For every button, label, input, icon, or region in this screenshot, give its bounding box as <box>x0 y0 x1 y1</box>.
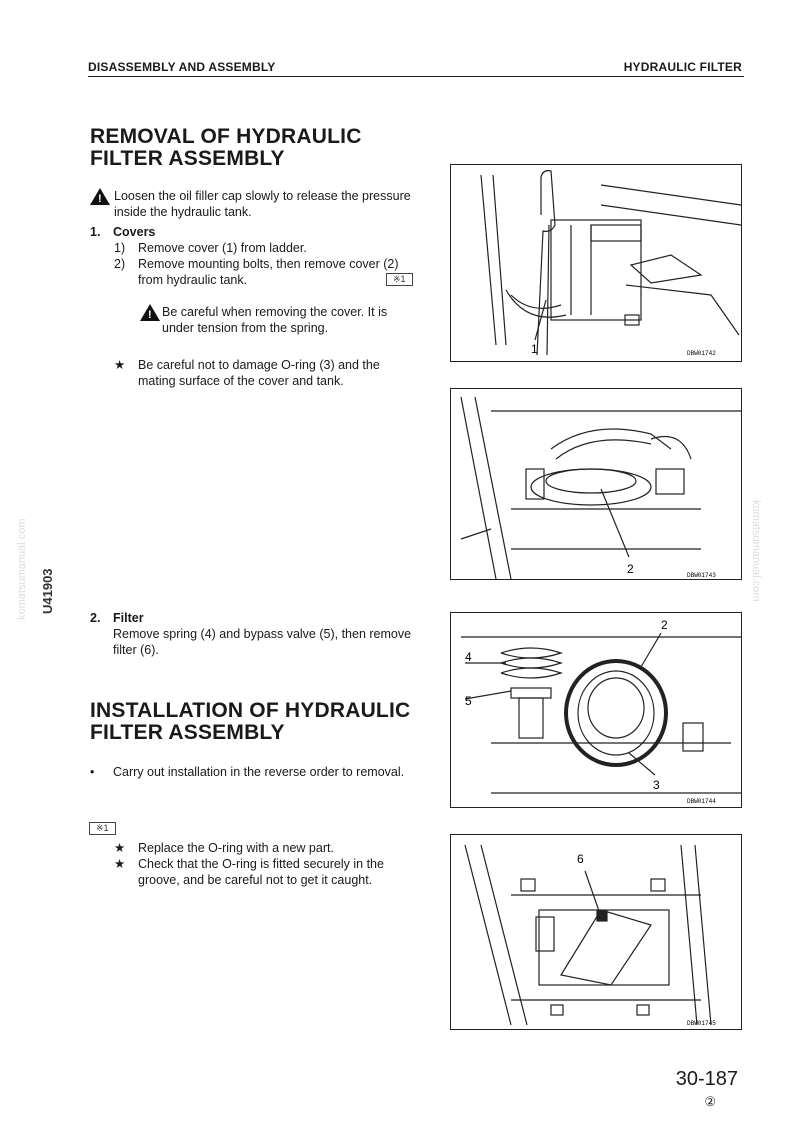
side-watermark-left: komatsumanual.com <box>16 518 28 620</box>
warning-block-1 <box>90 188 420 220</box>
step2-label: 2. <box>90 611 101 625</box>
figure-2-callout-2: 2 <box>627 562 634 576</box>
install-bullet: • <box>90 765 95 779</box>
figure-4-illustration <box>451 835 741 1029</box>
installation-title-line2: FILTER ASSEMBLY <box>90 721 285 744</box>
removal-title-line1: REMOVAL OF HYDRAULIC <box>90 125 362 148</box>
install-star-1: ★ <box>114 841 126 855</box>
installation-title <box>90 700 410 744</box>
ref-mark-1: ※1 <box>386 273 413 286</box>
figure-2-code: DBW01743 <box>687 572 716 579</box>
warning-text-2: Be careful when removing the cover. It is under tension from the spring. <box>162 305 388 335</box>
figure-3-callout-4: 4 <box>465 650 472 664</box>
figure-2 <box>450 388 742 580</box>
figure-3-illustration <box>451 613 741 807</box>
warning-block-2 <box>140 304 420 336</box>
warning-icon: ! <box>140 304 160 325</box>
figure-1 <box>450 164 742 362</box>
figure-4-code: DBW01745 <box>687 1020 716 1027</box>
install-note-2: Check that the O-ring is fitted securely in the groove, and be careful not to get it caught. <box>138 857 384 887</box>
step1-sub1-num: 1) <box>114 241 126 255</box>
header-section: DISASSEMBLY AND ASSEMBLY <box>88 60 276 74</box>
step1-sub2: Remove mounting bolts, then remove cover (2) from hydraulic tank. <box>138 257 399 287</box>
side-doc-code: U41903 <box>40 568 55 614</box>
figure-1-code: DBW01742 <box>687 350 716 357</box>
step2-title: Filter <box>113 611 144 625</box>
revision-mark: ② <box>704 1094 716 1109</box>
step1-sub2-num: 2) <box>114 257 126 271</box>
install-star-2: ★ <box>114 857 126 871</box>
figure-3-callout-3: 3 <box>653 778 660 792</box>
step1-sub1: Remove cover (1) from ladder. <box>138 241 307 255</box>
side-watermark-right: komatsumanual.com <box>750 500 762 602</box>
figure-3 <box>450 612 742 808</box>
warning-text-1: Loosen the oil filler cap slowly to release the pressure inside the hydraulic tank. <box>114 189 411 219</box>
header-rule <box>88 76 744 77</box>
step2-text: Remove spring (4) and bypass valve (5), then remove filter (6). <box>113 627 412 657</box>
side-doc-code-wrap <box>38 548 62 618</box>
figure-3-callout-5: 5 <box>465 694 472 708</box>
install-text: Carry out installation in the reverse order to removal. <box>113 765 405 779</box>
step1-label: 1. <box>90 225 101 239</box>
removal-title-line2: FILTER ASSEMBLY <box>90 147 285 170</box>
install-note-1: Replace the O-ring with a new part. <box>138 841 334 855</box>
ref-mark-2: ※1 <box>89 822 116 835</box>
page-number: 30-187 <box>675 1068 738 1090</box>
figure-4-callout-6: 6 <box>577 852 584 866</box>
figure-3-callout-2: 2 <box>661 618 668 632</box>
note-star: ★ <box>114 358 126 372</box>
note-1: Be careful not to damage O-ring (3) and the mating surface of the cover and tank. <box>138 358 380 388</box>
step1-title: Covers <box>113 225 156 239</box>
warning-icon: ! <box>90 188 110 209</box>
installation-title-line1: INSTALLATION OF HYDRAULIC <box>90 699 411 722</box>
figure-1-callout-1: 1 <box>531 342 538 356</box>
header-topic: HYDRAULIC FILTER <box>623 60 742 74</box>
figure-2-illustration <box>451 389 741 579</box>
figure-3-code: DBW01744 <box>687 798 716 805</box>
removal-title <box>90 126 362 170</box>
figure-4 <box>450 834 742 1030</box>
figure-1-illustration <box>451 165 741 361</box>
